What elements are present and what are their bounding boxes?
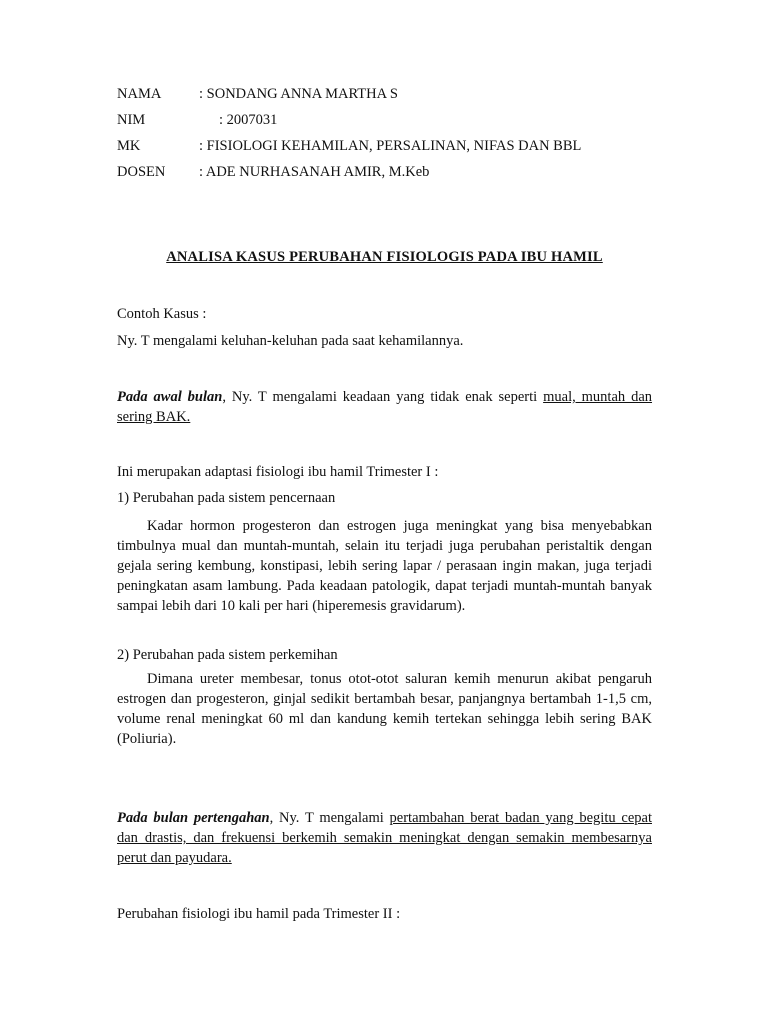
field-mk: [117, 138, 677, 164]
field-label: NAMA: [117, 86, 162, 102]
field-value: : 2007031: [219, 112, 278, 128]
field-nama: [117, 86, 677, 112]
case-label: Contoh Kasus :: [117, 306, 207, 322]
digestive-heading: 1) Perubahan pada sistem pencernaan: [117, 490, 336, 506]
document-title: ANALISA KASUS PERUBAHAN FISIOLOGIS PADA IBU HAMIL: [166, 249, 603, 265]
field-value: : SONDANG ANNA MARTHA S: [199, 86, 398, 102]
field-label: DOSEN: [117, 164, 166, 180]
mid-months-symptoms: pertambahan berat badan yang begitu cepat dan drastis, dan frekuensi berkemih semakin meningkat dengan semakin membesarnya perut dan payudara.: [117, 810, 652, 866]
field-value: : ADE NURHASANAH AMIR, M.Keb: [199, 164, 430, 180]
early-months-symptoms: mual, muntah dan sering BAK.: [117, 389, 653, 425]
mid-months-paragraph: [117, 808, 652, 868]
field-label: MK: [117, 138, 141, 154]
identity-block: [117, 86, 677, 190]
field-dosen: [117, 164, 677, 190]
urinary-body: Dimana ureter membesar, tonus otot-otot saluran kemih menurun akibat pengaruh estrogen dan progesteron, ginjal sedikit bertambah besar, panjangnya bertambah 1-1,5 cm, volume renal meningkat 60 ml dan kandung kemih tertekan sehingga lebih sering BAK (Poliuria).: [117, 671, 652, 747]
early-months-text: , Ny. T mengalami keadaan yang tidak enak seperti: [222, 389, 544, 405]
early-months-paragraph: [117, 387, 652, 427]
field-label: NIM: [117, 112, 146, 128]
urinary-heading: 2) Perubahan pada sistem perkemihan: [117, 647, 338, 663]
field-nim: [117, 112, 677, 138]
trimester2-intro: Perubahan fisiologi ibu hamil pada Trimester II :: [117, 906, 401, 922]
digestive-body: Kadar hormon progesteron dan estrogen juga meningkat yang bisa menyebabkan timbulnya mual dan muntah-muntah, selain itu terjadi juga perubahan peristaltik dengan gejala sering kembung, konstipasi, lebih sering lapar / perasaan ingin makan, juga terjadi peningkatan asam lambung. Pada keadaan patologik, dapat terjadi muntah-muntah banyak sampai lebih dari 10 kali per hari (hiperemesis gravidarum).: [117, 518, 652, 614]
trimester1-intro: Ini merupakan adaptasi fisiologi ibu hamil Trimester I :: [117, 464, 439, 480]
case-sentence: Ny. T mengalami keluhan-keluhan pada saat kehamilannya.: [117, 333, 464, 349]
field-value: : FISIOLOGI KEHAMILAN, PERSALINAN, NIFAS DAN BBL: [199, 138, 582, 154]
mid-months-lead: Pada bulan pertengahan: [117, 810, 270, 826]
early-months-lead: Pada awal bulan: [117, 389, 223, 405]
mid-months-text: , Ny. T mengalami: [269, 810, 390, 826]
